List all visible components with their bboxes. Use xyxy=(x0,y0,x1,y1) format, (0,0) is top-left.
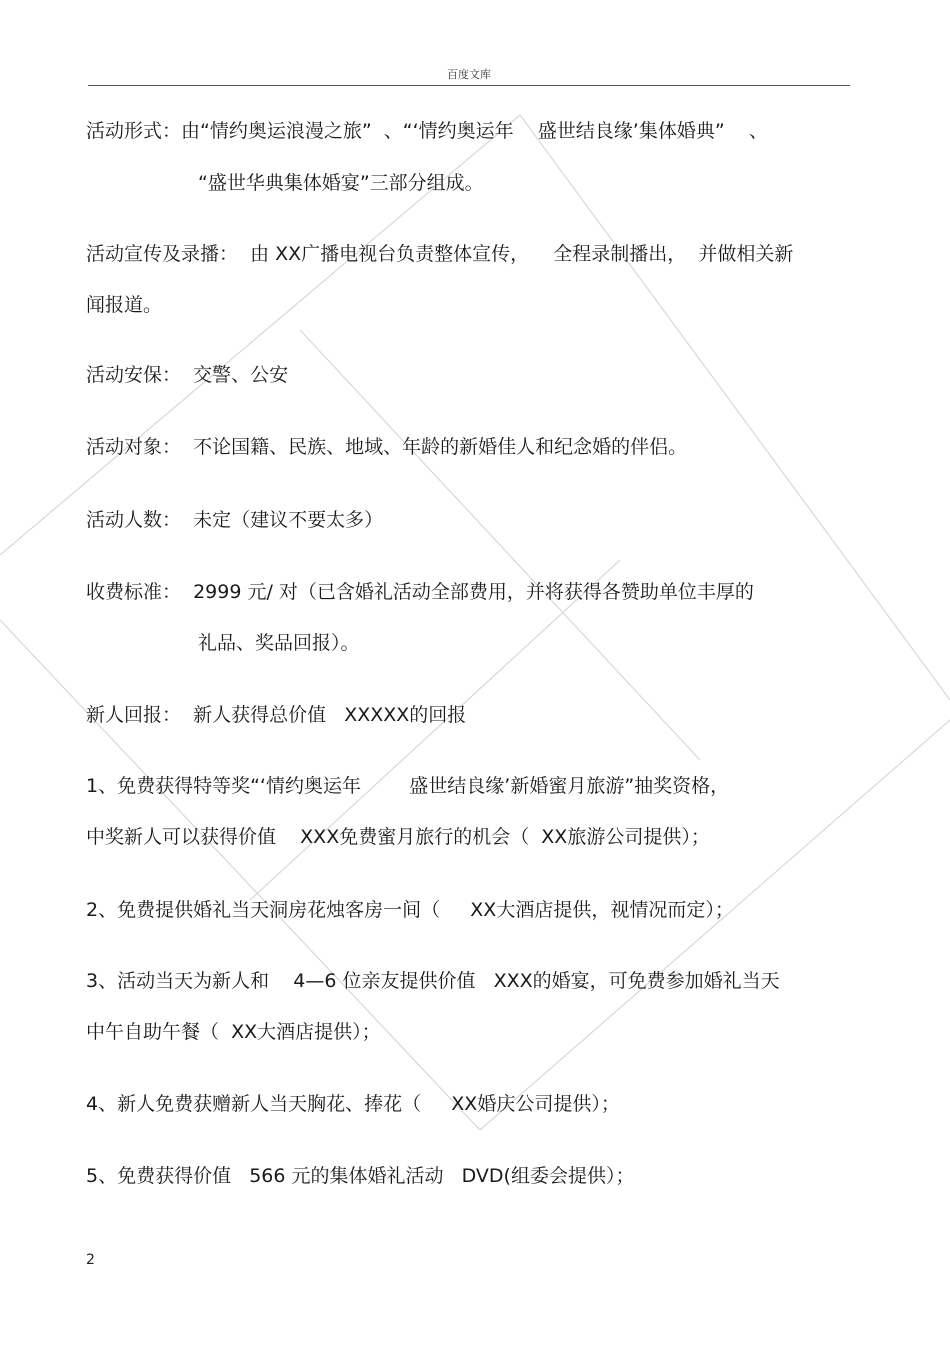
text-line-fee: 收费标准： 2999 元/ 对（已含婚礼活动全部费用，并将获得各赞助单位丰厚的 xyxy=(86,581,754,603)
text-line-activity-form: 活动形式：由“情约奥运浪漫之旅” 、“‘情约奥运年 盛世结良缘’集体婚典” 、 xyxy=(86,120,768,142)
text-line-headcount: 活动人数： 未定（建议不要太多） xyxy=(86,509,384,531)
page-header: 百度文库 xyxy=(447,68,491,81)
page-number: 2 xyxy=(86,1252,95,1268)
text-line-item-3: 3、活动当天为新人和 4—6 位亲友提供价值 XXX的婚宴，可免费参加婚礼当天 xyxy=(86,970,780,992)
text-line-fee-cont: 礼品、奖品回报）。 xyxy=(198,632,360,654)
text-line-publicity: 活动宣传及录播： 由 XX广播电视台负责整体宣传， 全程录制播出， 并做相关新 xyxy=(86,243,794,265)
text-line-target: 活动对象： 不论国籍、民族、地域、年龄的新婚佳人和纪念婚的伴侣。 xyxy=(86,436,688,458)
header-rule xyxy=(88,85,850,86)
text-line-item-1: 1、免费获得特等奖“‘情约奥运年 盛世结良缘’新婚蜜月旅游”抽奖资格， xyxy=(86,775,730,797)
text-line-publicity-cont: 闻报道。 xyxy=(86,294,163,316)
text-line-item-1-cont: 中奖新人可以获得价值 XXX免费蜜月旅行的机会（ XX旅游公司提供）； xyxy=(86,826,710,848)
text-line-item-5: 5、免费获得价值 566 元的集体婚礼活动 DVD(组委会提供）； xyxy=(86,1165,635,1187)
text-line-rewards: 新人回报： 新人获得总价值 XXXXX的回报 xyxy=(86,704,467,726)
text-line-item-2: 2、免费提供婚礼当天洞房花烛客房一间（ XX大酒店提供，视情况而定）； xyxy=(86,899,734,921)
text-line-activity-form-cont: “盛世华典集体婚宴”三部分组成。 xyxy=(198,172,484,194)
text-line-item-3-cont: 中午自助午餐（ XX大酒店提供）； xyxy=(86,1021,381,1043)
text-line-security: 活动安保： 交警、公安 xyxy=(86,364,289,386)
text-line-item-4: 4、新人免费获赠新人当天胸花、捧花（ XX婚庆公司提供）； xyxy=(86,1093,620,1115)
